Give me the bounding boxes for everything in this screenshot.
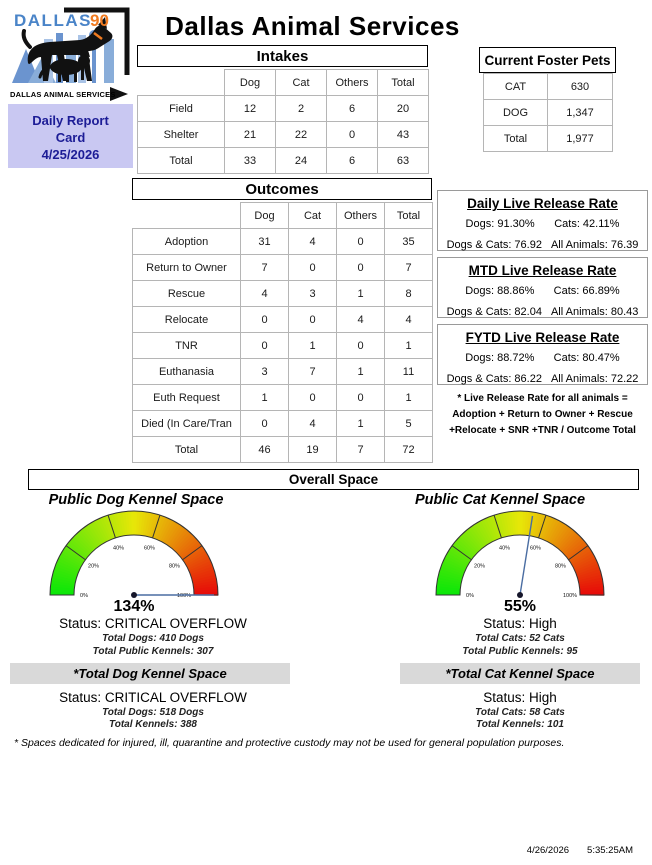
cell: 63 <box>378 148 429 174</box>
cell: 3 <box>289 281 337 307</box>
table-row <box>133 229 433 255</box>
outcomes-col-header: Cat <box>289 203 337 229</box>
table-row <box>133 411 433 437</box>
dog-total-line: Total Dogs: 410 Dogs <box>102 633 204 644</box>
row-label: Field <box>138 96 225 122</box>
note-line: Adoption + Return to Owner + Rescue <box>452 409 633 420</box>
dog-gauge-title: Public Dog Kennel Space <box>48 492 224 508</box>
cell: 1 <box>337 411 385 437</box>
cell: 1 <box>337 281 385 307</box>
cell: 0 <box>241 411 289 437</box>
cell: 35 <box>385 229 433 255</box>
intakes-corner-cell <box>138 70 225 96</box>
intakes-col-header: Cat <box>276 70 327 96</box>
cell: 6 <box>327 148 378 174</box>
cell: 7 <box>241 255 289 281</box>
intakes-table <box>137 69 429 174</box>
table-row <box>133 281 433 307</box>
cell: 31 <box>241 229 289 255</box>
cell: 0 <box>337 229 385 255</box>
foster-section-title: Current Foster Pets <box>479 47 616 73</box>
cell: 4 <box>289 229 337 255</box>
report-card-line2: Card <box>55 130 86 145</box>
report-footer <box>527 845 633 856</box>
fytd-release-rate-box <box>437 324 648 385</box>
outcomes-corner-cell <box>133 203 241 229</box>
cell: 1 <box>241 385 289 411</box>
table-row <box>133 333 433 359</box>
cell: 4 <box>241 281 289 307</box>
outcomes-col-header: Total <box>385 203 433 229</box>
cell: 1,977 <box>548 126 613 152</box>
cell: 0 <box>289 255 337 281</box>
table-row <box>133 359 433 385</box>
intakes-col-header: Total <box>378 70 429 96</box>
cell: 6 <box>327 96 378 122</box>
note-line: +Relocate + SNR +TNR / Outcome Total <box>449 425 636 436</box>
svg-text:100%: 100% <box>176 593 192 599</box>
cell: 7 <box>385 255 433 281</box>
cell: 46 <box>241 437 289 463</box>
total-dog-space-header: *Total Dog Kennel Space <box>10 663 290 684</box>
cell: 24 <box>276 148 327 174</box>
rate-box-title: FYTD Live Release Rate <box>465 330 620 345</box>
cat-gauge-value: 55% <box>503 598 537 615</box>
rate-cats: Cats: 66.89% <box>553 285 620 297</box>
rate-dogs-cats: Dogs & Cats: 82.04 <box>446 306 542 318</box>
table-row <box>484 126 613 152</box>
note-line: * Live Release Rate for all animals = <box>457 393 628 404</box>
total-cat-space-status: Status: High <box>483 690 557 705</box>
cell: 1,347 <box>548 100 613 126</box>
daily-release-rate-box <box>437 190 648 251</box>
total-dog-kennels-line: Total Kennels: 388 <box>109 719 197 730</box>
rate-all-animals: All Animals: 72.22 <box>550 373 639 385</box>
table-row <box>133 385 433 411</box>
total-cat-space-header: *Total Cat Kennel Space <box>400 663 640 684</box>
logo-brand-dallas: DALLAS <box>14 11 92 30</box>
outcomes-section-title: Outcomes <box>132 178 432 200</box>
svg-text:0%: 0% <box>80 593 88 599</box>
cell: 3 <box>241 359 289 385</box>
table-row <box>133 307 433 333</box>
table-row <box>484 74 613 100</box>
cat-kennels-line: Total Public Kennels: 95 <box>462 646 578 657</box>
report-card-date: 4/25/2026 <box>41 147 100 162</box>
spaces-footnote: * Spaces dedicated for injured, ill, quarantine and protective custody may not be used for general population purposes. <box>14 737 565 749</box>
svg-text:20%: 20% <box>474 563 486 570</box>
cell: 1 <box>337 359 385 385</box>
foster-table <box>483 73 613 152</box>
row-label: Died (In Care/Tran <box>133 411 241 437</box>
svg-text:20%: 20% <box>88 563 100 570</box>
cell: 0 <box>241 333 289 359</box>
dog-space-status: Status: CRITICAL OVERFLOW <box>59 616 247 631</box>
dog-kennels-line: Total Public Kennels: 307 <box>92 646 214 657</box>
rate-cats: Cats: 80.47% <box>553 352 620 364</box>
cell: 630 <box>548 74 613 100</box>
svg-text:60%: 60% <box>143 545 155 552</box>
cell: 2 <box>276 96 327 122</box>
svg-text:40%: 40% <box>113 545 125 552</box>
rate-dogs: Dogs: 88.86% <box>465 285 535 297</box>
intakes-header-row <box>138 70 429 96</box>
rate-box-title: Daily Live Release Rate <box>467 196 618 211</box>
outcomes-header-row <box>133 203 433 229</box>
cell: 0 <box>327 122 378 148</box>
cell: 43 <box>378 122 429 148</box>
mtd-release-rate-box <box>437 257 648 318</box>
cat-kennel-gauge <box>430 505 610 600</box>
cell: 33 <box>225 148 276 174</box>
svg-text:80%: 80% <box>168 563 180 570</box>
row-label: Return to Owner <box>133 255 241 281</box>
cell: 4 <box>337 307 385 333</box>
release-rate-note <box>437 389 648 437</box>
total-dog-line: Total Dogs: 518 Dogs <box>102 707 204 718</box>
dog-kennel-gauge <box>44 505 224 600</box>
rate-cats: Cats: 42.11% <box>554 218 620 230</box>
cell: 7 <box>289 359 337 385</box>
cell: 12 <box>225 96 276 122</box>
cell: 0 <box>289 385 337 411</box>
cell: 0 <box>337 333 385 359</box>
cat-space-status: Status: High <box>483 616 557 631</box>
overall-space-title: Overall Space <box>28 469 639 490</box>
table-row <box>138 122 429 148</box>
cell: 0 <box>289 307 337 333</box>
intakes-col-header: Others <box>327 70 378 96</box>
row-label: Total <box>138 148 225 174</box>
cell: 1 <box>289 333 337 359</box>
total-dog-space-status: Status: CRITICAL OVERFLOW <box>59 690 247 705</box>
row-label: DOG <box>484 100 548 126</box>
cat-gauge-title: Public Cat Kennel Space <box>414 492 586 508</box>
row-label: TNR <box>133 333 241 359</box>
cell: 20 <box>378 96 429 122</box>
logo-caption: DALLAS ANIMAL SERVICES <box>10 90 116 99</box>
row-label: CAT <box>484 74 548 100</box>
rate-dogs: Dogs: 88.72% <box>465 352 535 364</box>
svg-text:60%: 60% <box>529 545 541 552</box>
total-cat-kennels-line: Total Kennels: 101 <box>476 719 564 730</box>
table-row <box>138 148 429 174</box>
cell: 1 <box>385 333 433 359</box>
rate-box-title: MTD Live Release Rate <box>468 263 617 278</box>
row-label: Adoption <box>133 229 241 255</box>
svg-text:80%: 80% <box>554 563 566 570</box>
table-row <box>133 255 433 281</box>
cell: 0 <box>337 255 385 281</box>
cell: 4 <box>289 411 337 437</box>
total-cat-line: Total Cats: 58 Cats <box>475 707 565 718</box>
svg-text:40%: 40% <box>499 545 511 552</box>
svg-text:0%: 0% <box>466 593 474 599</box>
cell: 5 <box>385 411 433 437</box>
cell: 19 <box>289 437 337 463</box>
rate-dogs-cats: Dogs & Cats: 76.92 <box>446 239 542 251</box>
report-card-box <box>8 104 133 168</box>
cell: 7 <box>337 437 385 463</box>
logo-brand-90: 90 <box>90 11 109 30</box>
intakes-col-header: Dog <box>225 70 276 96</box>
dog-gauge-value: 134% <box>113 598 155 615</box>
table-row <box>484 100 613 126</box>
cell: 0 <box>337 385 385 411</box>
row-label: Euth Request <box>133 385 241 411</box>
row-label: Total <box>133 437 241 463</box>
rate-all-animals: All Animals: 80.43 <box>550 306 639 318</box>
logo-graphic <box>8 5 133 101</box>
outcomes-col-header: Others <box>337 203 385 229</box>
outcomes-table <box>132 202 433 463</box>
cell: 1 <box>385 385 433 411</box>
row-label: Relocate <box>133 307 241 333</box>
report-card-line1: Daily Report <box>32 113 109 128</box>
page-title: Dallas Animal Services <box>165 11 460 41</box>
outcomes-col-header: Dog <box>241 203 289 229</box>
row-label: Total <box>484 126 548 152</box>
cell: 21 <box>225 122 276 148</box>
cell: 4 <box>385 307 433 333</box>
table-row <box>133 437 433 463</box>
cell: 72 <box>385 437 433 463</box>
intakes-section-title: Intakes <box>137 45 428 67</box>
cat-total-line: Total Cats: 52 Cats <box>475 633 565 644</box>
footer-time: 5:35:25AM <box>587 845 633 856</box>
cell: 8 <box>385 281 433 307</box>
svg-text:100%: 100% <box>562 593 578 599</box>
logo <box>8 5 133 101</box>
table-row <box>138 96 429 122</box>
cell: 11 <box>385 359 433 385</box>
rate-dogs-cats: Dogs & Cats: 86.22 <box>446 373 542 385</box>
row-label: Shelter <box>138 122 225 148</box>
row-label: Euthanasia <box>133 359 241 385</box>
cell: 0 <box>241 307 289 333</box>
row-label: Rescue <box>133 281 241 307</box>
rate-dogs: Dogs: 91.30% <box>465 218 535 230</box>
rate-all-animals: All Animals: 76.39 <box>550 239 639 251</box>
footer-date: 4/26/2026 <box>526 845 570 856</box>
cell: 22 <box>276 122 327 148</box>
